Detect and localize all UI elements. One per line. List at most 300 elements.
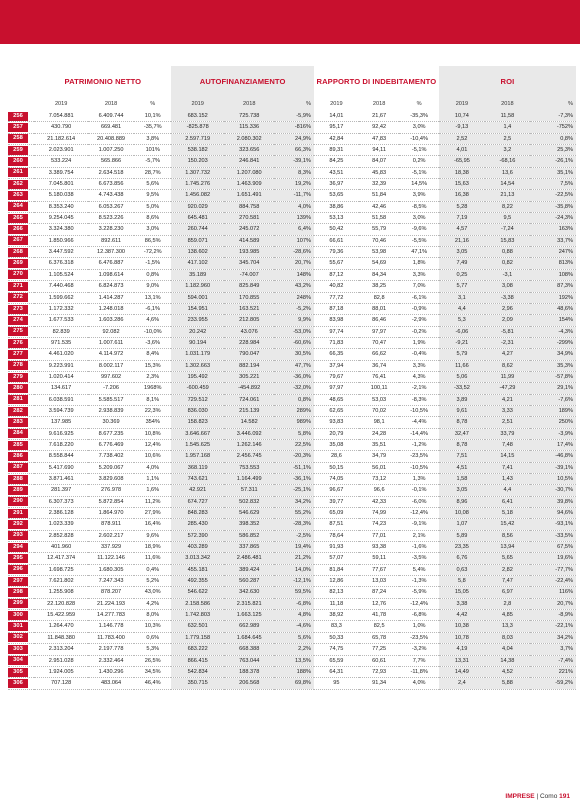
- cell-patrimonio-pct: 11,2%: [134, 496, 171, 507]
- cell-indeb-2018: 77,01: [359, 530, 400, 541]
- cell-patrimonio-2018: 11.783.400: [88, 632, 134, 643]
- row-number-badge: 262: [8, 180, 28, 189]
- row-number-badge: 288: [8, 475, 28, 484]
- cell-autofin-pct: -36,0%: [274, 371, 314, 382]
- table-row: [8, 281, 576, 292]
- table-row: [8, 383, 576, 394]
- cell-indeb-2019: 66,61: [314, 235, 359, 246]
- cell-autofin-2018: 414.589: [224, 235, 274, 246]
- cell-roi-pct: -59,2%: [530, 678, 576, 689]
- cell-roi-2019: 3,89: [439, 394, 485, 405]
- cell-roi-pct: 154%: [530, 315, 576, 326]
- table-row: [8, 292, 576, 303]
- cell-indeb-2019: 82,13: [314, 587, 359, 598]
- cell-indeb-2019: 50,33: [314, 632, 359, 643]
- cell-patrimonio-pct: 5,2%: [134, 576, 171, 587]
- cell-indeb-pct: 3,3%: [399, 269, 438, 280]
- cell-patrimonio-2019: 12.417.374: [34, 553, 88, 564]
- cell-autofin-2019: 1.456.082: [171, 190, 224, 201]
- cell-indeb-pct: -0,4%: [399, 349, 438, 360]
- cell-indeb-2019: 48,65: [314, 394, 359, 405]
- cell-indeb-pct: 47,1%: [399, 247, 438, 258]
- cell-patrimonio-2019: 137.985: [34, 417, 88, 428]
- cell-indeb-pct: -5,1%: [399, 145, 438, 156]
- cell-roi-2018: 2,96: [485, 303, 530, 314]
- cell-roi-pct: 250%: [530, 417, 576, 428]
- cell-indeb-pct: -14,4%: [399, 428, 438, 439]
- cell-patrimonio-2018: 8.523.226: [88, 213, 134, 224]
- cell-patrimonio-pct: 46,4%: [134, 678, 171, 689]
- cell-indeb-2019: 93,83: [314, 417, 359, 428]
- cell-patrimonio-2019: 9.223.991: [34, 360, 88, 371]
- cell-patrimonio-2018: 5.585.517: [88, 394, 134, 405]
- cell-autofin-pct: 5,6%: [274, 632, 314, 643]
- cell-patrimonio-pct: 8,6%: [134, 213, 171, 224]
- cell-indeb-2019: 62,65: [314, 405, 359, 416]
- cell-patrimonio-2018: 669.481: [88, 122, 134, 133]
- cell-autofin-2018: 170.855: [224, 292, 274, 303]
- cell-roi-2018: 4,21: [485, 394, 530, 405]
- cell-patrimonio-2019: 5.180.038: [34, 190, 88, 201]
- cell-roi-2019: 18,38: [439, 167, 485, 178]
- cell-indeb-2018: 59,11: [359, 553, 400, 564]
- cell-roi-2019: 5,79: [439, 349, 485, 360]
- cell-roi-2019: 15,63: [439, 179, 485, 190]
- cell-patrimonio-2019: 6.038.591: [34, 394, 88, 405]
- cell-roi-pct: -77,7%: [530, 564, 576, 575]
- table-row: [8, 145, 576, 156]
- row-number-badge: 294: [8, 543, 28, 552]
- cell-roi-2019: 8,78: [439, 439, 485, 450]
- cell-autofin-pct: -32,0%: [274, 383, 314, 394]
- cell-autofin-pct: 47,7%: [274, 360, 314, 371]
- cell-autofin-pct: -53,0%: [274, 326, 314, 337]
- row-number-badge: 303: [8, 645, 28, 654]
- cell-patrimonio-2019: 11.848.380: [34, 632, 88, 643]
- footer-section: IMPRESE: [505, 793, 535, 800]
- cell-indeb-2018: 82,8: [359, 292, 400, 303]
- cell-autofin-2019: 866.415: [171, 655, 224, 666]
- cell-roi-pct: 29,1%: [530, 383, 576, 394]
- cell-indeb-2018: 53,98: [359, 247, 400, 258]
- cell-autofin-2018: 2.080.302: [224, 133, 274, 144]
- cell-roi-2019: 3,05: [439, 485, 485, 496]
- cell-patrimonio-2018: 14.277.783: [88, 610, 134, 621]
- cell-patrimonio-2019: 3.389.754: [34, 167, 88, 178]
- cell-indeb-2019: 97,97: [314, 383, 359, 394]
- cell-autofin-2019: 195.492: [171, 371, 224, 382]
- cell-roi-pct: 7,5%: [530, 179, 576, 190]
- cell-roi-pct: -7,4%: [530, 655, 576, 666]
- cell-indeb-2019: 36,97: [314, 179, 359, 190]
- cell-autofin-2018: 14.582: [224, 417, 274, 428]
- cell-autofin-pct: -12,1%: [274, 576, 314, 587]
- cell-patrimonio-2018: 1.007.611: [88, 337, 134, 348]
- cell-indeb-2018: 24,28: [359, 428, 400, 439]
- cell-autofin-2018: 1.207.080: [224, 167, 274, 178]
- cell-roi-pct: -26,1%: [530, 156, 576, 167]
- table-row: [8, 326, 576, 337]
- cell-autofin-2018: 1.164.499: [224, 474, 274, 485]
- cell-indeb-2018: 21,67: [359, 111, 400, 122]
- table-row: [8, 179, 576, 190]
- cell-roi-2019: -65,95: [439, 156, 485, 167]
- cell-roi-2018: 5,88: [485, 678, 530, 689]
- cell-roi-pct: -22,1%: [530, 621, 576, 632]
- cell-indeb-2019: 42,84: [314, 133, 359, 144]
- cell-roi-2018: 13,6: [485, 167, 530, 178]
- cell-autofin-2018: 245.072: [224, 224, 274, 235]
- cell-autofin-2019: 538.182: [171, 145, 224, 156]
- cell-roi-2018: -2,31: [485, 337, 530, 348]
- row-number-badge: 296: [8, 565, 28, 574]
- cell-roi-pct: 19,6%: [530, 553, 576, 564]
- cell-roi-2019: 15,05: [439, 587, 485, 598]
- cell-patrimonio-2019: 3.871.461: [34, 474, 88, 485]
- cell-autofin-2019: 42.921: [171, 485, 224, 496]
- cell-autofin-pct: -6,8%: [274, 598, 314, 609]
- cell-roi-pct: 94,6%: [530, 508, 576, 519]
- cell-autofin-2019: 1.779.158: [171, 632, 224, 643]
- cell-indeb-2019: 39,77: [314, 496, 359, 507]
- cell-patrimonio-2018: 6.776.469: [88, 439, 134, 450]
- cell-patrimonio-pct: 5,3%: [134, 644, 171, 655]
- table-row: [8, 485, 576, 496]
- cell-autofin-pct: 248%: [274, 292, 314, 303]
- cell-autofin-pct: -20,3%: [274, 451, 314, 462]
- row-number-badge: 264: [8, 202, 28, 211]
- cell-roi-2018: 6,97: [485, 587, 530, 598]
- cell-patrimonio-2018: 8.002.117: [88, 360, 134, 371]
- cell-indeb-2019: 28,6: [314, 451, 359, 462]
- cell-patrimonio-pct: 13,1%: [134, 292, 171, 303]
- table-row: [8, 655, 576, 666]
- cell-autofin-pct: 5,8%: [274, 428, 314, 439]
- cell-roi-2019: 9,61: [439, 405, 485, 416]
- row-number-badge: 291: [8, 509, 28, 518]
- cell-autofin-2019: 743.621: [171, 474, 224, 485]
- cell-indeb-pct: 3,0%: [399, 122, 438, 133]
- cell-indeb-2019: 87,12: [314, 269, 359, 280]
- row-number-badge: 273: [8, 305, 28, 314]
- cell-patrimonio-2018: 878.207: [88, 587, 134, 598]
- cell-autofin-pct: 14,0%: [274, 564, 314, 575]
- sub-header-year-current: 2019: [54, 100, 68, 107]
- cell-roi-2019: 0,63: [439, 564, 485, 575]
- cell-patrimonio-2019: 5.417.690: [34, 462, 88, 473]
- cell-indeb-pct: 1,9%: [399, 337, 438, 348]
- cell-roi-2018: 2,8: [485, 598, 530, 609]
- cell-roi-pct: 3,7%: [530, 644, 576, 655]
- cell-indeb-2019: 87,51: [314, 519, 359, 530]
- cell-patrimonio-2018: 8.677.235: [88, 428, 134, 439]
- cell-indeb-pct: -2,9%: [399, 315, 438, 326]
- cell-autofin-2019: 35.189: [171, 269, 224, 280]
- cell-autofin-pct: -816%: [274, 122, 314, 133]
- cell-indeb-pct: -1,2%: [399, 439, 438, 450]
- cell-roi-2018: 2,82: [485, 564, 530, 575]
- cell-indeb-2018: 60,61: [359, 655, 400, 666]
- table-row: [8, 666, 576, 677]
- table-row: [8, 439, 576, 450]
- cell-indeb-2018: 70,02: [359, 405, 400, 416]
- cell-patrimonio-pct: 101%: [134, 145, 171, 156]
- cell-indeb-pct: -1,6%: [399, 542, 438, 553]
- cell-indeb-2018: 32,39: [359, 179, 400, 190]
- cell-roi-2018: 11,58: [485, 111, 530, 122]
- cell-autofin-pct: 188%: [274, 666, 314, 677]
- cell-roi-2018: 8,22: [485, 201, 530, 212]
- cell-autofin-2019: 417.102: [171, 258, 224, 269]
- cell-indeb-2018: 35,51: [359, 439, 400, 450]
- table-row: [8, 247, 576, 258]
- cell-autofin-2019: 150.203: [171, 156, 224, 167]
- cell-roi-2019: 16,38: [439, 190, 485, 201]
- cell-patrimonio-2018: 92.082: [88, 326, 134, 337]
- cell-autofin-pct: 30,5%: [274, 349, 314, 360]
- cell-indeb-2018: 12,76: [359, 598, 400, 609]
- cell-patrimonio-2018: 20.408.889: [88, 133, 134, 144]
- cell-indeb-2019: 95,17: [314, 122, 359, 133]
- row-number-badge: 301: [8, 622, 28, 631]
- cell-autofin-pct: -39,1%: [274, 156, 314, 167]
- cell-roi-2019: 2,4: [439, 678, 485, 689]
- cell-patrimonio-2019: 1.105.524: [34, 269, 88, 280]
- cell-patrimonio-pct: 15,3%: [134, 360, 171, 371]
- cell-autofin-2018: 2.486.481: [224, 553, 274, 564]
- cell-indeb-pct: -6,8%: [399, 610, 438, 621]
- row-number-badge: 284: [8, 429, 28, 438]
- cell-patrimonio-2019: 4.461.020: [34, 349, 88, 360]
- cell-roi-pct: -299%: [530, 337, 576, 348]
- cell-patrimonio-2019: 15.422.959: [34, 610, 88, 621]
- cell-patrimonio-2019: 3.594.739: [34, 405, 88, 416]
- cell-patrimonio-2018: 2.332.464: [88, 655, 134, 666]
- cell-autofin-2019: 542.834: [171, 666, 224, 677]
- row-number-badge: 279: [8, 373, 28, 382]
- row-number-badge: 300: [8, 611, 28, 620]
- cell-indeb-2019: 50,42: [314, 224, 359, 235]
- cell-roi-pct: 35,1%: [530, 167, 576, 178]
- cell-autofin-2018: 193.985: [224, 247, 274, 258]
- cell-patrimonio-2019: 533.224: [34, 156, 88, 167]
- cell-indeb-2018: 56,01: [359, 462, 400, 473]
- cell-autofin-2019: 2.597.719: [171, 133, 224, 144]
- cell-roi-pct: 33,7%: [530, 235, 576, 246]
- cell-autofin-2018: 212.805: [224, 315, 274, 326]
- row-number-badge: 260: [8, 157, 28, 166]
- cell-roi-2019: 13,31: [439, 655, 485, 666]
- cell-patrimonio-pct: 0,8%: [134, 269, 171, 280]
- cell-roi-2019: 23,35: [439, 542, 485, 553]
- cell-roi-2018: 4,27: [485, 349, 530, 360]
- row-number-badge: 258: [8, 134, 28, 143]
- cell-roi-2018: 2,09: [485, 315, 530, 326]
- cell-patrimonio-2018: 1.430.296: [88, 666, 134, 677]
- cell-roi-2019: 21,16: [439, 235, 485, 246]
- cell-autofin-pct: -36,1%: [274, 474, 314, 485]
- cell-indeb-pct: -12,4%: [399, 598, 438, 609]
- cell-roi-2018: 15,42: [485, 519, 530, 530]
- table-row: [8, 201, 576, 212]
- cell-roi-pct: -24,3%: [530, 213, 576, 224]
- cell-autofin-2019: 3.646.667: [171, 428, 224, 439]
- cell-patrimonio-2019: 971.535: [34, 337, 88, 348]
- cell-indeb-2019: 74,75: [314, 644, 359, 655]
- sub-header-percent: %: [274, 96, 314, 111]
- cell-autofin-2019: 836.030: [171, 405, 224, 416]
- cell-indeb-pct: -6,1%: [399, 292, 438, 303]
- cell-indeb-2019: 55,67: [314, 258, 359, 269]
- table-row: [8, 235, 576, 246]
- row-number-badge: 305: [8, 668, 28, 677]
- cell-autofin-2019: 455.181: [171, 564, 224, 575]
- cell-roi-pct: 247%: [530, 247, 576, 258]
- cell-patrimonio-2019: 2.386.128: [34, 508, 88, 519]
- cell-indeb-2019: 35,08: [314, 439, 359, 450]
- cell-roi-2018: -3,38: [485, 292, 530, 303]
- cell-roi-2019: 7,49: [439, 258, 485, 269]
- cell-patrimonio-2018: 6.673.856: [88, 179, 134, 190]
- cell-indeb-2018: 38,25: [359, 281, 400, 292]
- cell-patrimonio-2019: 1.599.662: [34, 292, 88, 303]
- sub-header-year-current: 2019: [330, 100, 343, 107]
- cell-patrimonio-2019: 1.264.470: [34, 621, 88, 632]
- sub-header-year-current: 2019: [439, 96, 485, 111]
- cell-autofin-2019: 683.222: [171, 644, 224, 655]
- cell-patrimonio-2018: 1.414.287: [88, 292, 134, 303]
- cell-roi-2018: 3,33: [485, 405, 530, 416]
- cell-patrimonio-2018: 11.122.146: [88, 553, 134, 564]
- cell-roi-pct: 17,4%: [530, 439, 576, 450]
- cell-autofin-pct: 22,5%: [274, 439, 314, 450]
- row-number-badge: 271: [8, 282, 28, 291]
- cell-indeb-2018: 51,58: [359, 213, 400, 224]
- table-row: [8, 564, 576, 575]
- cell-indeb-pct: -23,5%: [399, 632, 438, 643]
- cell-autofin-pct: 2,2%: [274, 644, 314, 655]
- cell-patrimonio-pct: 3,8%: [134, 133, 171, 144]
- cell-patrimonio-2018: 1.680.305: [88, 564, 134, 575]
- cell-indeb-2019: 87,18: [314, 303, 359, 314]
- cell-roi-pct: -8,9%: [530, 610, 576, 621]
- sub-header-year-previous: 2018: [104, 100, 118, 107]
- cell-roi-2019: 4,42: [439, 610, 485, 621]
- cell-autofin-pct: 148%: [274, 269, 314, 280]
- row-number-badge: 293: [8, 531, 28, 540]
- table-row: [8, 621, 576, 632]
- cell-roi-2019: 4,19: [439, 644, 485, 655]
- cell-roi-pct: -33,5%: [530, 530, 576, 541]
- table-row: [8, 462, 576, 473]
- cell-indeb-pct: -12,4%: [399, 508, 438, 519]
- cell-patrimonio-pct: 28,7%: [134, 167, 171, 178]
- cell-autofin-pct: 0,8%: [274, 394, 314, 405]
- cell-autofin-2019: 2.158.586: [171, 598, 224, 609]
- cell-autofin-pct: -28,3%: [274, 519, 314, 530]
- cell-autofin-pct: 19,2%: [274, 179, 314, 190]
- table-row: [8, 519, 576, 530]
- cell-autofin-pct: 59,5%: [274, 587, 314, 598]
- cell-indeb-2019: 66,35: [314, 349, 359, 360]
- cell-roi-2018: 9,5: [485, 213, 530, 224]
- cell-autofin-pct: -11,7%: [274, 190, 314, 201]
- cell-autofin-pct: -60,6%: [274, 337, 314, 348]
- cell-roi-2018: -47,29: [485, 383, 530, 394]
- cell-autofin-2018: 270.581: [224, 213, 274, 224]
- cell-autofin-2018: 662.989: [224, 621, 274, 632]
- cell-patrimonio-2018: 1.146.778: [88, 621, 134, 632]
- cell-indeb-2019: 84,25: [314, 156, 359, 167]
- cell-indeb-pct: 4,0%: [399, 678, 438, 689]
- cell-patrimonio-2018: 3.228.230: [88, 224, 134, 235]
- cell-autofin-2019: 492.355: [171, 576, 224, 587]
- cell-autofin-2018: 323.656: [224, 145, 274, 156]
- cell-patrimonio-2019: 7.054.881: [34, 111, 88, 122]
- cell-patrimonio-pct: -3,6%: [134, 337, 171, 348]
- cell-roi-pct: 20,7%: [530, 598, 576, 609]
- footer-separator: |: [536, 793, 539, 800]
- cell-patrimonio-2019: 6.376.318: [34, 258, 88, 269]
- cell-autofin-pct: -4,6%: [274, 621, 314, 632]
- cell-indeb-pct: -6,0%: [399, 496, 438, 507]
- cell-patrimonio-2019: 1.255.908: [34, 587, 88, 598]
- cell-roi-2018: 13,3: [485, 621, 530, 632]
- cell-roi-pct: 67,5%: [530, 542, 576, 553]
- cell-roi-2018: 14,15: [485, 451, 530, 462]
- cell-patrimonio-2018: 337.929: [88, 542, 134, 553]
- cell-autofin-2019: 138.602: [171, 247, 224, 258]
- cell-autofin-2019: -600.459: [171, 383, 224, 394]
- cell-indeb-2019: 65,59: [314, 655, 359, 666]
- cell-roi-pct: 116%: [530, 587, 576, 598]
- cell-autofin-2018: 398.352: [224, 519, 274, 530]
- cell-indeb-2018: 42,33: [359, 496, 400, 507]
- table-row: [8, 394, 576, 405]
- cell-roi-2018: 8,56: [485, 530, 530, 541]
- cell-indeb-pct: -2,1%: [399, 383, 438, 394]
- table-row: [8, 598, 576, 609]
- cell-roi-2018: 15,83: [485, 235, 530, 246]
- cell-patrimonio-pct: 4,0%: [134, 462, 171, 473]
- row-number-badge: 269: [8, 259, 28, 268]
- cell-patrimonio-2018: 565.866: [88, 156, 134, 167]
- cell-patrimonio-pct: 8,1%: [134, 394, 171, 405]
- table-row: [8, 133, 576, 144]
- cell-autofin-2019: 1.307.732: [171, 167, 224, 178]
- cell-indeb-pct: 1,3%: [399, 474, 438, 485]
- cell-roi-2019: 3,38: [439, 598, 485, 609]
- cell-indeb-2019: 40,82: [314, 281, 359, 292]
- table-row: [8, 360, 576, 371]
- cell-indeb-2018: 100,11: [359, 383, 400, 394]
- cell-autofin-pct: -5,2%: [274, 303, 314, 314]
- cell-autofin-pct: -5,9%: [274, 111, 314, 122]
- sub-header-year-current: 2019: [171, 96, 224, 111]
- cell-patrimonio-pct: 9,5%: [134, 190, 171, 201]
- cell-indeb-pct: 14,5%: [399, 179, 438, 190]
- cell-indeb-pct: -8,3%: [399, 394, 438, 405]
- cell-autofin-2018: 246.841: [224, 156, 274, 167]
- cell-roi-2018: 3,2: [485, 145, 530, 156]
- cell-patrimonio-pct: -5,7%: [134, 156, 171, 167]
- cell-roi-pct: 34,9%: [530, 349, 576, 360]
- cell-autofin-2018: 206.568: [224, 678, 274, 689]
- cell-indeb-2019: 53,65: [314, 190, 359, 201]
- cell-autofin-2018: 502.832: [224, 496, 274, 507]
- cell-roi-2018: -68,16: [485, 156, 530, 167]
- cell-patrimonio-2018: 892.611: [88, 235, 134, 246]
